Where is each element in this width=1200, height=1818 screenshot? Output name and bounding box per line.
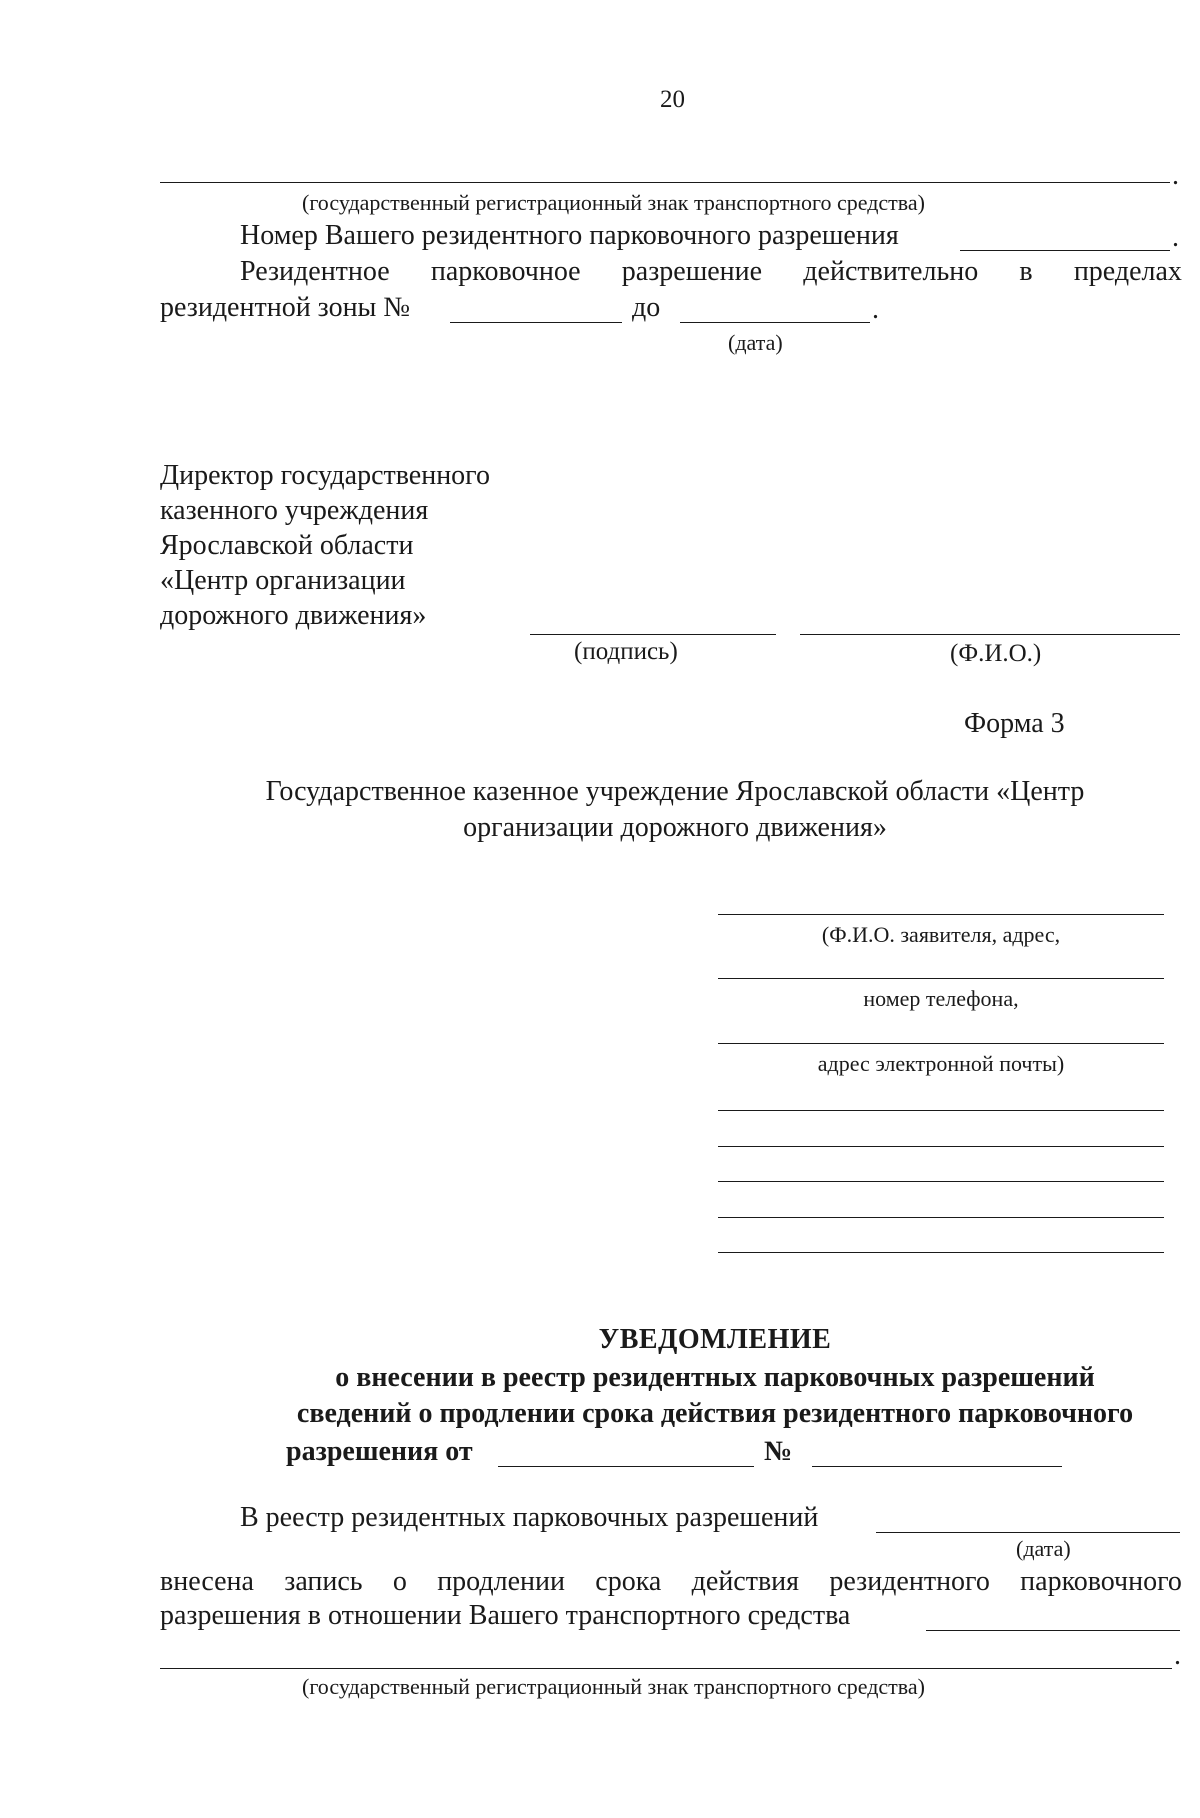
entry-line: [160, 1566, 1182, 1598]
until-label: до: [632, 292, 661, 323]
period-mark: .: [1174, 1640, 1181, 1671]
zone-number-blank-line: [450, 322, 622, 323]
form-label: Форма 3: [964, 708, 1065, 739]
applicant-caption: адрес электронной почты): [817, 1051, 1065, 1076]
applicant-blank-line: [718, 1146, 1164, 1147]
word: парковочное: [430, 256, 581, 287]
vehicle-sign-blank-line: [160, 1668, 1172, 1669]
period-mark: .: [872, 294, 879, 325]
vehicle-sign-blank-line: [160, 182, 1170, 183]
word: парковочного: [1020, 1566, 1182, 1597]
notice-subtitle-line: о внесении в реестр резидентных парковочных разрешений: [335, 1362, 1095, 1393]
director-line: дорожного движения»: [160, 600, 427, 631]
page-number: 20: [660, 86, 685, 113]
registry-label: В реестр резидентных парковочных разрешений: [240, 1502, 819, 1533]
notice-subtitle-line: сведений о продлении срока действия резидентного парковочного: [296, 1398, 1134, 1429]
validity-line: [240, 256, 1182, 288]
until-date-blank-line: [680, 322, 870, 323]
fio-blank-line: [800, 634, 1180, 635]
word: резидентного: [829, 1566, 990, 1597]
permit-number-blank-line: [960, 250, 1170, 251]
word: действия: [691, 1566, 800, 1597]
notice-title: УВЕДОМЛЕНИЕ: [598, 1324, 832, 1355]
word: в: [1019, 256, 1033, 287]
director-line: казенного учреждения: [160, 495, 429, 526]
applicant-blank-line: [718, 1252, 1164, 1253]
vehicle-label: разрешения в отношении Вашего транспортного средства: [160, 1600, 851, 1631]
applicant-blank-line: [718, 1217, 1164, 1218]
applicant-blank-line: [718, 914, 1164, 915]
word: Резидентное: [240, 256, 390, 287]
word: разрешение: [621, 256, 763, 287]
director-line: Ярославской области: [160, 530, 414, 561]
word: пределах: [1073, 256, 1182, 287]
word: действительно: [803, 256, 979, 287]
zone-label: резидентной зоны №: [160, 292, 411, 323]
word: внесена: [160, 1566, 254, 1597]
applicant-caption: номер телефона,: [863, 986, 1019, 1011]
applicant-blank-line: [718, 1181, 1164, 1182]
director-line: «Центр организации: [160, 565, 406, 596]
institution-line: организации дорожного движения»: [463, 812, 887, 843]
date-caption: (дата): [728, 330, 783, 355]
signature-caption: (подпись): [574, 638, 678, 665]
applicant-blank-line: [718, 1110, 1164, 1111]
word: о: [392, 1566, 407, 1597]
word: запись: [284, 1566, 363, 1597]
vehicle-blank-line: [926, 1630, 1180, 1631]
applicant-blank-line: [718, 1043, 1164, 1044]
word: продлении: [437, 1566, 565, 1597]
vehicle-sign-caption: (государственный регистрационный знак транспортного средства): [302, 190, 925, 215]
registry-date-caption: (дата): [1016, 1536, 1071, 1561]
permit-number-label: Номер Вашего резидентного парковочного разрешения: [240, 220, 899, 251]
permit-prefix: разрешения от: [286, 1436, 473, 1467]
applicant-blank-line: [718, 978, 1164, 979]
period-mark: .: [1172, 160, 1179, 191]
number-sign: №: [764, 1436, 793, 1467]
word: срока: [595, 1566, 662, 1597]
permit-number-blank-line: [812, 1466, 1062, 1467]
period-mark: .: [1172, 222, 1179, 253]
director-line: Директор государственного: [160, 460, 490, 491]
fio-caption: (Ф.И.О.): [950, 640, 1042, 667]
permit-date-blank-line: [498, 1466, 754, 1467]
registry-date-blank-line: [876, 1532, 1180, 1533]
vehicle-sign-caption: (государственный регистрационный знак транспортного средства): [302, 1674, 925, 1699]
applicant-caption: (Ф.И.О. заявителя, адрес,: [821, 922, 1061, 947]
institution-line: Государственное казенное учреждение Ярославской области «Центр: [265, 776, 1085, 807]
signature-blank-line: [530, 634, 776, 635]
